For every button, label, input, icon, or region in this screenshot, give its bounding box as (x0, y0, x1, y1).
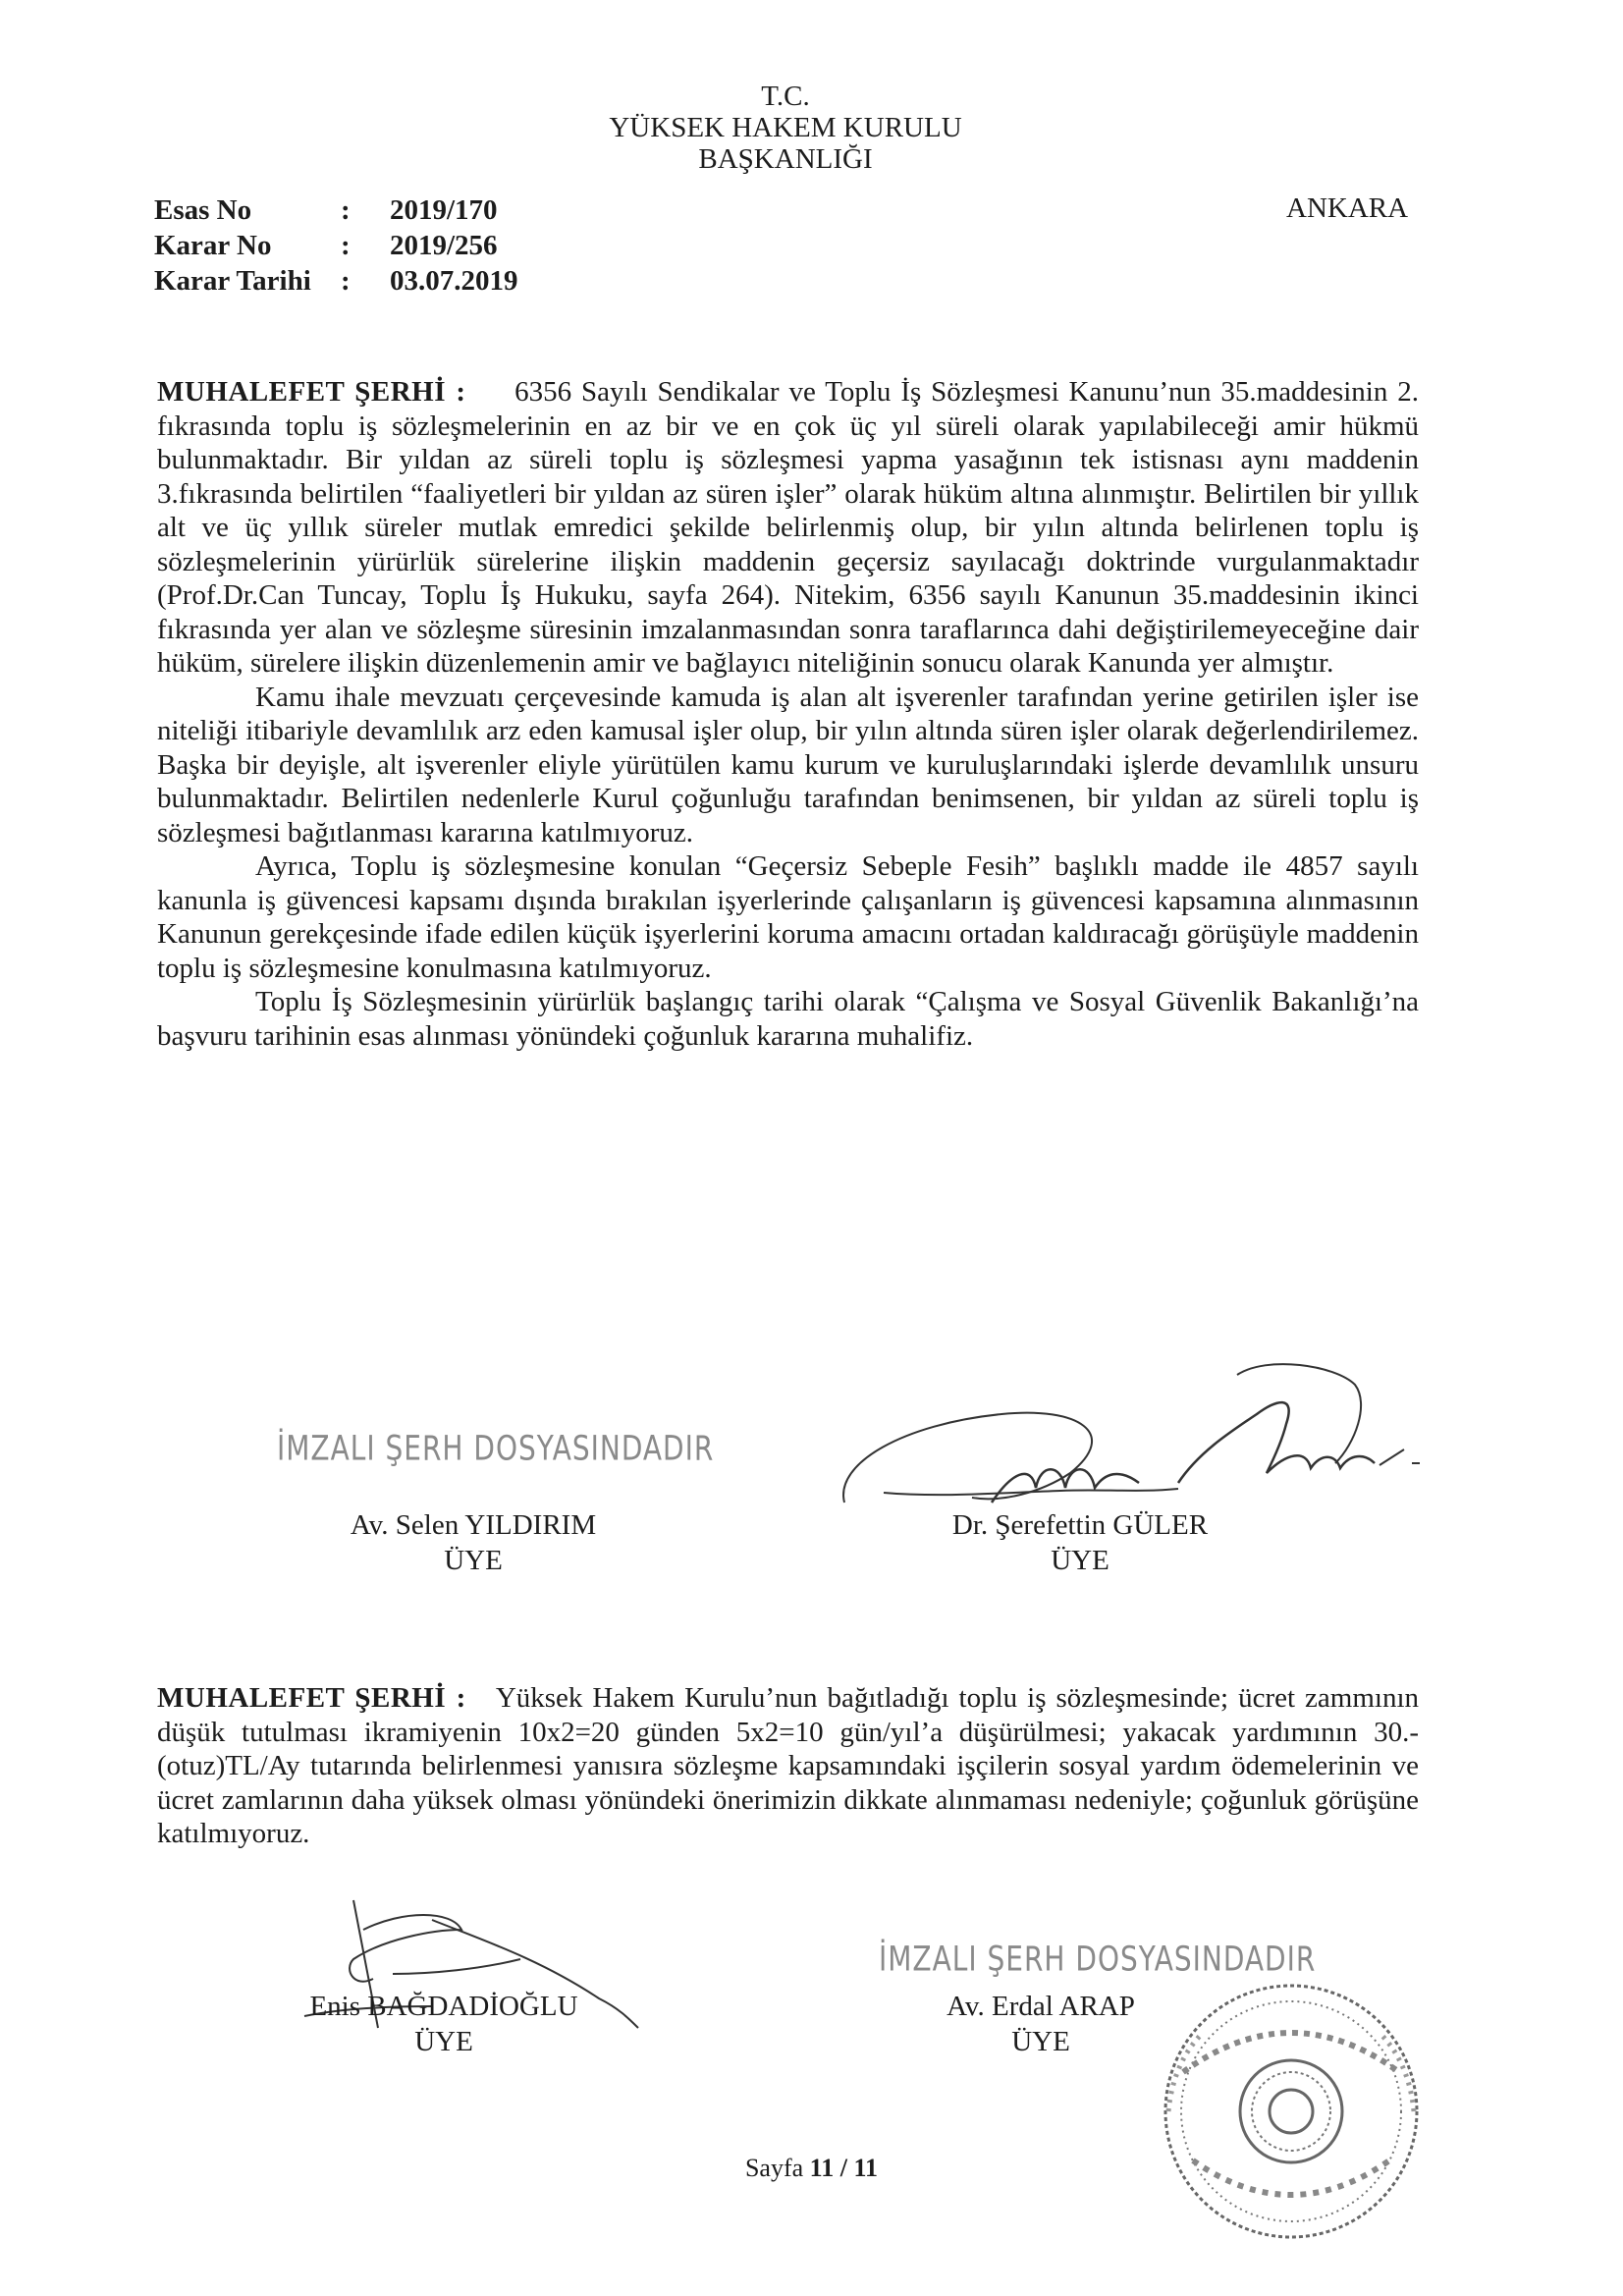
signature-block-yildirim (267, 1507, 679, 1578)
header-line-institution: YÜKSEK HAKEM KURULU (609, 112, 962, 143)
signer-role: ÜYE (414, 2026, 473, 2057)
header-line-tc: T.C. (761, 81, 810, 112)
signer-name: Av. Selen YILDIRIM (350, 1509, 597, 1541)
document-header (0, 81, 1571, 175)
dissent-paragraph: Ayrıca, Toplu iş sözleşmesine konulan “Geçersiz Sebeple Fesih” başlıklı madde ile 4857 sayılı kanunla iş güvencesi kapsamı dışında bırakılan işyerlerinde çalışanların iş güvencesi kapsamına alınmasının Kanunun gerekçesinde ifade edilen küçük işyerlerini koruma amacını ortadan kaldıracağı görüşüyle maddenin toplu iş sözleşmesine konulmasına katılmıyoruz. (157, 850, 1419, 984)
signature-block-bagdadioglu (238, 1989, 650, 2059)
signer-name: Enis BAĞDADİOĞLU (309, 1991, 578, 2022)
signer-role: ÜYE (444, 1545, 503, 1576)
dissent-opinion-2 (157, 1681, 1419, 1851)
dissent-paragraph: Toplu İş Sözleşmesinin yürürlük başlangıç tarihi olarak “Çalışma ve Sosyal Güvenlik Bakanlığı’na başvuru tarihinin esas alınması yönündeki çoğunluk kararına muhalifiz. (157, 986, 1419, 1052)
signed-in-file-stamp: İMZALI ŞERH DOSYASINDADIR (277, 1427, 715, 1469)
dissent-paragraph: Yüksek Hakem Kurulu’nun bağıtladığı toplu iş sözleşmesinde; ücret zammının düşük tutulması ikramiyenin 10x2=20 günden 5x2=10 gün/yıl’a düşürülmesi; yakacak yardımının 30.-(otuz)TL/Ay tutarında belirlenmesi yanısıra sözleşme kapsamındaki işçilerin sosyal yardım ödemelerinin ve ücret zamlarının daha yüksek olması yönündeki önerimizin dikkate alınmaması nedeniyle; çoğunluk görüşüne katılmıyoruz. (157, 1682, 1420, 1849)
meta-label: Karar Tarihi (154, 265, 311, 297)
signer-role: ÜYE (1011, 2026, 1070, 2057)
meta-row-karar (154, 228, 518, 263)
page-number: 11 / 11 (809, 2154, 879, 2182)
dissent-opinion-1 (157, 375, 1419, 1053)
signer-role: ÜYE (1051, 1545, 1109, 1576)
signer-name: Av. Erdal ARAP (947, 1991, 1135, 2022)
signature-block-guler (874, 1507, 1286, 1578)
meta-row-esas (154, 192, 518, 228)
dissent-paragraph: 6356 Sayılı Sendikalar ve Toplu İş Sözleşmesi Kanunu’nun 35.maddesinin 2. fıkrasında toplu iş sözleşmelerinin en az bir ve en çok üç yıl süreli olarak yapılabileceği amir hükmü bulunmaktadır. Bir yıldan az süreli toplu iş sözleşmesi yapma yasağının tek istisnası aynı maddenin 3.fıkrasında belirtilen “faaliyetleri bir yıldan az süren işler” olarak hüküm altına alınmıştır. Belirtilen bir yıllık alt ve üç yıllık süreler mutlak emredici şekilde belirlenmiş olup, bir yılın altında belirlenen toplu iş sözleşmelerinin yürürlük sürelerine ilişkin maddenin geçersiz sayılacağı doktrinde vurgulanmaktadır (Prof.Dr.Can Tuncay, Toplu İş Hukuku, sayfa 264). Nitekim, 6356 sayılı Kanunun 35.maddesinin ikinci fıkrasında yer alan ve sözleşme süresinin imzalanmasından sonra taraflarınca dahi değiştirilemeyeceğine dair hüküm, sürelere ilişkin düzenlemenin amir ve bağlayıcı niteliğinin sonucu olarak Kanunda yer almıştır. (157, 376, 1420, 679)
header-line-presidency: BAŞKANLIĞI (698, 143, 873, 175)
page-label: Sayfa (744, 2154, 804, 2182)
meta-label: Karar No (154, 230, 272, 261)
official-round-seal-icon (1144, 1964, 1438, 2259)
meta-value: 2019/256 (390, 230, 498, 261)
meta-sep: : (341, 194, 351, 226)
page-footer (0, 2154, 1623, 2183)
dissent-heading: MUHALEFET ŞERHİ : (157, 376, 466, 408)
meta-row-tarih (154, 263, 518, 299)
city-label: ANKARA (1286, 192, 1409, 224)
dissent-paragraph: Kamu ihale mevzuatı çerçevesinde kamuda iş alan alt işverenler tarafından yerine getirilen işler ise niteliği itibariyle devamlılık arz eden kamusal işler olup, bir yılın altında süren işler olarak değerlendirilemez. Başka bir deyişle, alt işverenler eliyle yürütülen kamu kurum ve kuruluşlarındaki işlerde devamlılık unsuru bulunmaktadır. Belirtilen nedenlerle Kurul çoğunluğu tarafından benimsenen, bir yıldan az süreli toplu iş sözleşmesi bağıtlanması kararına katılmıyoruz. (157, 681, 1419, 848)
case-metadata (154, 192, 518, 299)
meta-sep: : (341, 265, 351, 297)
signer-name: Dr. Şerefettin GÜLER (951, 1509, 1209, 1541)
meta-value: 03.07.2019 (390, 265, 518, 297)
dissent-heading: MUHALEFET ŞERHİ : (157, 1682, 466, 1714)
meta-value: 2019/170 (390, 194, 498, 226)
meta-sep: : (341, 230, 351, 261)
signed-in-file-stamp: İMZALI ŞERH DOSYASINDADIR (879, 1938, 1317, 1980)
meta-label: Esas No (154, 194, 252, 226)
